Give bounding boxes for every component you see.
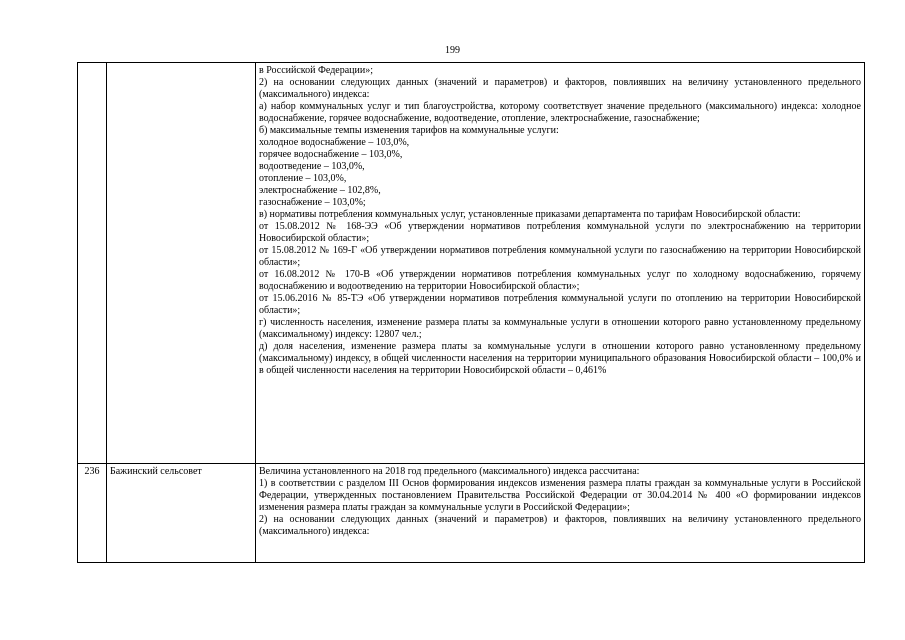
- text-line: водоотведение – 103,0%,: [259, 161, 365, 172]
- text-line: 2) на основании следующих данных (значений и параметров) и факторов, повлиявших на величину установленного предельного (максимального) индекса:: [259, 77, 861, 100]
- text-line: в Российской Федерации»;: [259, 65, 374, 76]
- text-line: холодное водоснабжение – 103,0%,: [259, 137, 410, 148]
- table-row: [78, 464, 865, 563]
- text-line: от 15.06.2016 № 85-ТЭ «Об утверждении нормативов потребления коммунальной услуги по отоплению на территории Новосибирской области»;: [259, 293, 861, 316]
- text-line: а) набор коммунальных услуг и тип благоустройства, которому соответствует значение предельного (максимального) индекса: холодное водоснабжение, горячее водоснабжение, водоотведение, отопление, электроснабжение, газоснабжение;: [259, 101, 861, 124]
- text-line: от 16.08.2012 № 170-В «Об утверждении нормативов потребления коммунальных услуг по холодному водоснабжению, горячему водоснабжению и водоотведению на территории Новосибирской области»;: [259, 269, 861, 292]
- text-line: в) нормативы потребления коммунальных услуг, установленные приказами департамента по тарифам Новосибирской области:: [259, 209, 801, 220]
- row-number-cell: [78, 63, 107, 464]
- text-line: отопление – 103,0%,: [259, 173, 347, 184]
- text-line: г) численность населения, изменение размера платы за коммунальные услуги в отношении которого равно установленному предельному (максимальному) индексу: 12807 чел.;: [259, 317, 861, 340]
- text-line: 2) на основании следующих данных (значений и параметров) и факторов, повлиявших на величину установленного предельного (максимального) индекса:: [259, 514, 861, 537]
- document-table: [77, 62, 865, 563]
- page-number: 199: [445, 45, 460, 56]
- text-line: д) доля населения, изменение размера платы за коммунальные услуги в отношении которого равно установленному предельному (максимальному) индексу, в общей численности населения на территории муниципального образования Новосибирской области – 100,0% и в общей численности населения на территории Новосибирской области – 0,461%: [259, 341, 861, 376]
- description-cell: [256, 63, 865, 464]
- text-line: газоснабжение – 103,0%;: [259, 197, 366, 208]
- municipality-name-cell: [107, 63, 256, 464]
- text-line: Величина установленного на 2018 год предельного (максимального) индекса рассчитана:: [259, 466, 640, 477]
- row-number-cell: 236: [78, 464, 107, 563]
- text-line: электроснабжение – 102,8%,: [259, 185, 381, 196]
- text-line: б) максимальные темпы изменения тарифов на коммунальные услуги:: [259, 125, 559, 136]
- text-line: от 15.08.2012 № 168-ЭЭ «Об утверждении нормативов потребления коммунальной услуги по электроснабжению на территории Новосибирской области»;: [259, 221, 861, 244]
- municipality-name-cell: Бажинский сельсовет: [107, 464, 256, 563]
- description-cell: [256, 464, 865, 563]
- text-line: 1) в соответствии с разделом III Основ формирования индексов изменения размера платы граждан за коммунальные услуги в Российской Федерации, утвержденных постановлением Правительства Российской Федерации от 30.04.2014 № 400 «О формировании индексов изменения размера платы граждан за коммунальные услуги в Российской Федерации»;: [259, 478, 861, 513]
- text-line: горячее водоснабжение – 103,0%,: [259, 149, 403, 160]
- text-line: от 15.08.2012 № 169-Г «Об утверждении нормативов потребления коммунальной услуги по газоснабжению на территории Новосибирской области»;: [259, 245, 861, 268]
- table-row: [78, 63, 865, 464]
